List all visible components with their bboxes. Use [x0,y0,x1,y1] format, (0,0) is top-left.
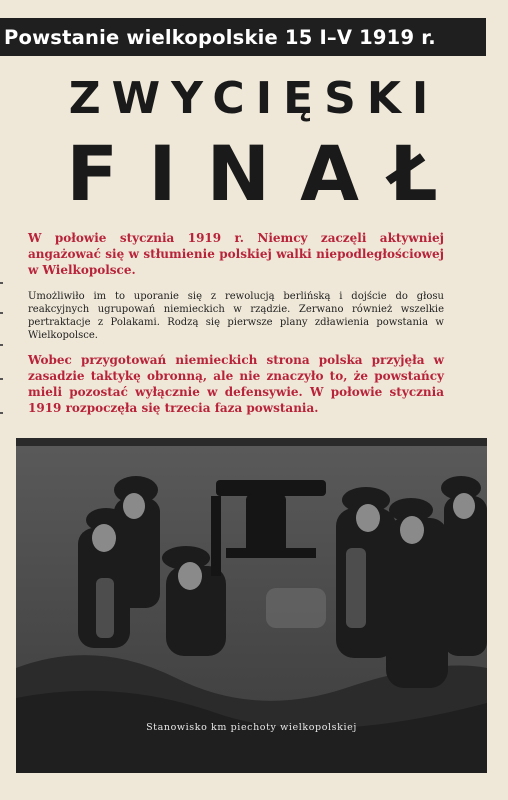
headline-line-2: FINAŁ [66,129,468,218]
series-header [0,18,486,56]
body-paragraph: Umożliwiło im to uporanie się z rewolucją berlińską i dojście do głosu reakcyjnych ugrupowań niemieckich w rządzie. Zerwano również wszelkie pertraktacje z Polakami. Rodzą się pierwsze plany zdławienia powstania w Wielkopolsce. [28,291,444,341]
series-title: Powstanie wielkopolskie 15 I–V 1919 r. [4,25,436,49]
lead-paragraph: W połowie stycznia 1919 r. Niemcy zaczęli aktywniej angażować się w stłumienie polskiej walki niepodległościowej w Wielkopolsce. [28,231,444,277]
historical-photo [16,438,487,773]
headline-line-1: ZWYCIĘSKI [68,73,440,124]
closing-paragraph: Wobec przygotowań niemieckich strona polska przyjęła w zasadzie taktykę obronną, ale nie znaczyło to, że powstańcy mieli pozostać wyłącznie w defensywie. W połowie stycznia 1919 rozpoczęła się trzecia faza powstania. [28,353,444,415]
margin-marks [0,282,4,422]
photo-caption: Stanowisko km piechoty wielkopolskiej [146,722,357,733]
